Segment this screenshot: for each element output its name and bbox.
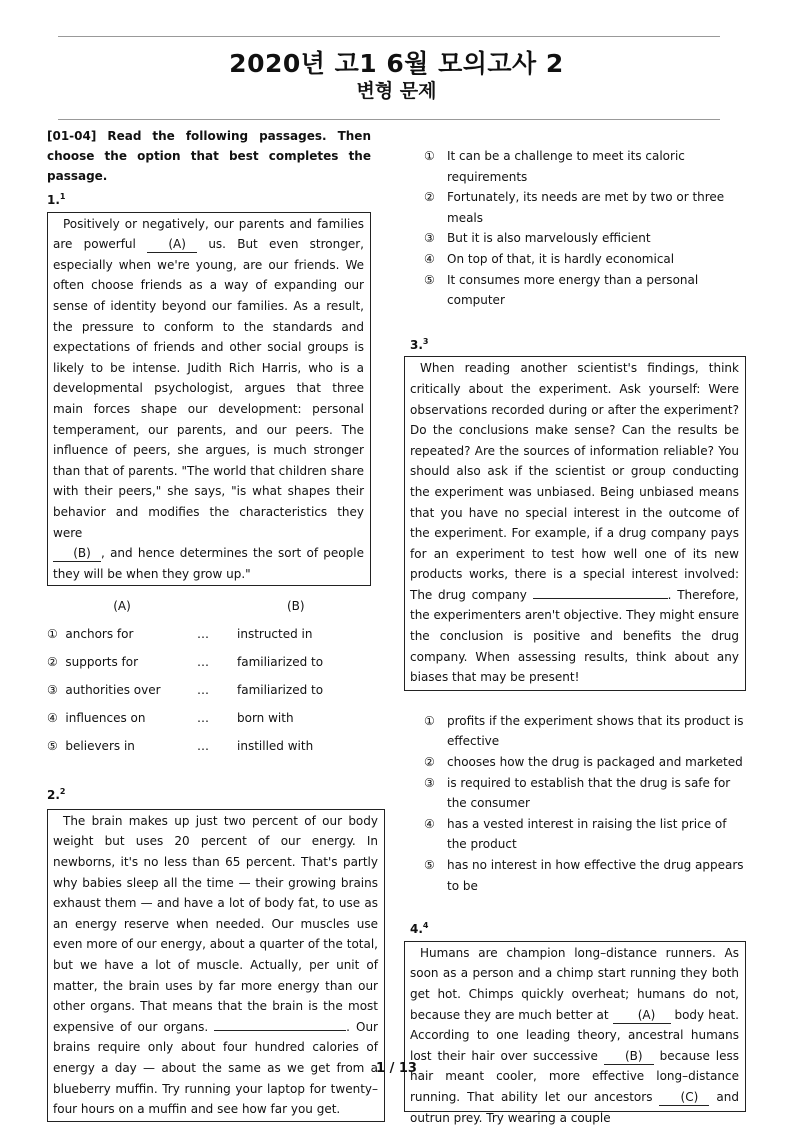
option-a xyxy=(47,620,197,648)
option-separator: … xyxy=(197,738,209,753)
q2-text-part-1: The brain makes up just two percent of our body weight but uses 20 percent of our energy. In newborns, it's no less than 65 percent. That's partly why babies sleep all the time — their growing brains exhaust them — and have a lot of body fat, to use as an energy reserve when needed. Our muscles use even more of our energy, about a quarter of the total, but we have a lot of muscle. Actually, per unit of matter, the brain uses by far more energy than our other organs. That means that the brain is the most expensive of our organs. xyxy=(53,813,378,1034)
question-4-number xyxy=(404,916,746,940)
option-number: ⑤ xyxy=(424,272,435,287)
q1-text-part-1: Positively or negatively, our parents and families are powerful xyxy=(53,216,364,252)
q3-passage-text xyxy=(410,358,739,688)
option-b-text: born with xyxy=(237,710,294,725)
question-3-number xyxy=(404,332,746,356)
option-item[interactable] xyxy=(420,228,746,249)
option-item[interactable] xyxy=(420,187,746,228)
q1-text-part-3: , and hence determines the sort of people they will be when they grow up." xyxy=(53,546,364,581)
option-a xyxy=(47,704,197,732)
q4-text-part-1: Humans are champion long–distance runners. As soon as a person and a chimp start running they both get hot. Chimps quickly overheat; humans do not, because they are much better at xyxy=(410,945,739,1022)
option-a-text: influences on xyxy=(65,710,146,725)
option-number: ② xyxy=(424,190,435,205)
q4-passage-text xyxy=(410,943,739,1128)
option-a xyxy=(47,648,197,676)
question-4-label: 4. xyxy=(410,922,423,937)
option-a xyxy=(47,732,197,760)
option-a-text: supports for xyxy=(65,654,139,669)
option-item[interactable] xyxy=(420,146,746,187)
blank-b: (B) xyxy=(53,546,101,562)
blank-a: (A) xyxy=(147,237,197,253)
option-number: ① xyxy=(424,713,435,728)
page-title: 2020년 고1 6월 모의고사 2 xyxy=(229,49,564,78)
option-text: has no interest in how effective the drug appears to be xyxy=(447,858,744,893)
option-text: is required to establish that the drug is safe for the consumer xyxy=(447,775,731,811)
question-1-options xyxy=(47,592,357,760)
option-item[interactable] xyxy=(420,773,746,814)
question-2-options xyxy=(404,146,746,311)
footnote-4-marker: 4 xyxy=(422,921,429,931)
option-a-text: anchors for xyxy=(65,626,134,641)
question-2-number xyxy=(47,782,371,806)
q4-text-part-3: because less hair meant cooler, more effective long–distance running. That ability let our ancestors xyxy=(410,1048,739,1104)
option-number: ③ xyxy=(47,682,58,697)
option-number: ⑤ xyxy=(47,738,58,753)
q4-text-part-2: body heat. According to one leading theory, ancestral humans lost their hair over successive xyxy=(410,1007,739,1063)
option-item[interactable] xyxy=(420,814,746,855)
col-a-header: (A) xyxy=(113,598,131,613)
blank-main xyxy=(533,598,668,599)
page-subtitle: 변형 문제 xyxy=(356,80,437,102)
left-column xyxy=(47,126,378,1122)
option-b-text: familiarized to xyxy=(237,654,324,669)
blank-c: (C) xyxy=(659,1090,709,1106)
option-text: chooses how the drug is packaged and marketed xyxy=(447,755,743,770)
option-text: On top of that, it is hardly economical xyxy=(447,251,675,266)
question-1-label: 1. xyxy=(47,193,60,207)
question-1-number xyxy=(47,187,371,211)
option-number: ① xyxy=(47,626,58,641)
question-4-passage xyxy=(404,941,746,1125)
option-number: ③ xyxy=(424,231,435,246)
question-3-passage xyxy=(404,356,746,691)
option-text: It consumes more energy than a personal computer xyxy=(447,272,699,308)
option-b-text: familiarized to xyxy=(237,682,324,697)
option-text: Fortunately, its needs are met by two or three meals xyxy=(447,190,725,225)
option-item[interactable] xyxy=(420,752,746,773)
option-number: ④ xyxy=(47,710,58,725)
option-text: profits if the experiment shows that its product is effective xyxy=(447,713,744,749)
option-number: ① xyxy=(424,149,435,163)
option-a-text: believers in xyxy=(65,738,135,753)
q3-text-part-1: When reading another scientist's findings, think critically about the experiment. Ask yourself: Were observations recorded during or after the experiment? Do the conclusions make sense? Can the results be repeated? Are the sources of information reliable? You should also ask if the scientist or group conducting the experiment was unbiased. Being unbiased means that you have no special interest in the outcome of the experiment. For example, if a drug company pays for an experiment to test how well one of its new products works, there is a special interest involved: The drug company xyxy=(410,361,739,602)
footnote-2-marker: 2 xyxy=(59,787,66,797)
option-separator: … xyxy=(197,682,209,697)
blank-b: (B) xyxy=(604,1049,654,1065)
option-b-text: instructed in xyxy=(237,626,313,641)
question-3-options xyxy=(404,711,746,896)
option-row[interactable] xyxy=(47,732,357,760)
option-number: ③ xyxy=(424,775,435,790)
option-text: has a vested interest in raising the list price of the product xyxy=(447,816,727,852)
q4-text-part-4: and outrun prey. Try wearing a couple xyxy=(410,1089,739,1125)
instructions: [01-04] Read the following passages. Then choose the option that best completes the passage. xyxy=(47,129,371,183)
option-b-text: instilled with xyxy=(237,738,314,753)
option-item[interactable] xyxy=(420,711,746,752)
option-item[interactable] xyxy=(420,270,746,311)
page-number: 1 / 13 xyxy=(376,1061,417,1076)
option-separator: … xyxy=(197,626,209,641)
option-separator: … xyxy=(197,710,209,725)
option-number: ② xyxy=(47,654,58,669)
options-header xyxy=(47,592,357,620)
q1-passage-text xyxy=(53,214,364,585)
option-number: ② xyxy=(424,755,435,770)
option-item[interactable] xyxy=(420,855,746,896)
option-number: ④ xyxy=(424,251,435,266)
top-rule xyxy=(58,36,720,37)
q3-text-part-2: . Therefore, the experimenters aren't objective. They might ensure the conclusion is positive and benefits the drug company. When assessing results, think about any biases that may be present! xyxy=(410,587,739,685)
question-2-label: 2. xyxy=(47,788,60,803)
option-row[interactable] xyxy=(47,676,357,704)
q1-text-part-2: us. But even stronger, especially when we're young, are our friends. We often choose friends as a way of expanding our sense of identity beyond our families. As a result, the pressure to conform to the standards and expectations of friends and other social groups is likely to be intense. Judith Rich Harris, who is a developmental psychologist, argues that three main forces shape our development: personal temperament, our parents, and our peers. The influence of peers, she argues, is much stronger than that of parents. "The world that children share with their peers," she says, "is what shapes their behavior and modifies the characteristics they were xyxy=(53,237,364,540)
footnote-1-marker: 1 xyxy=(59,192,66,201)
question-3-label: 3. xyxy=(410,337,423,352)
option-separator: … xyxy=(197,654,209,669)
option-a-text: authorities over xyxy=(65,682,161,697)
q2-text-part-2: . Our brains require only about four hundred calories of energy a day — about the same as we get from a blueberry muffin. Try running your laptop for twenty–four hours on a muffin and see how far you get. xyxy=(53,1019,378,1117)
option-row[interactable] xyxy=(47,620,357,648)
header-rule xyxy=(58,119,720,120)
option-row[interactable] xyxy=(47,648,357,676)
option-text: But it is also marvelously efficient xyxy=(447,231,651,246)
question-1-passage xyxy=(47,212,371,587)
option-a xyxy=(47,676,197,704)
option-row[interactable] xyxy=(47,704,357,732)
option-text: It can be a challenge to meet its caloric requirements xyxy=(447,149,685,184)
option-number: ④ xyxy=(424,816,435,831)
blank-a: (A) xyxy=(613,1008,671,1024)
right-column xyxy=(404,146,746,1125)
option-item[interactable] xyxy=(420,249,746,270)
col-b-header: (B) xyxy=(287,598,305,613)
option-number: ⑤ xyxy=(424,858,435,872)
footnote-3-marker: 3 xyxy=(422,336,429,346)
blank-main xyxy=(214,1030,346,1031)
